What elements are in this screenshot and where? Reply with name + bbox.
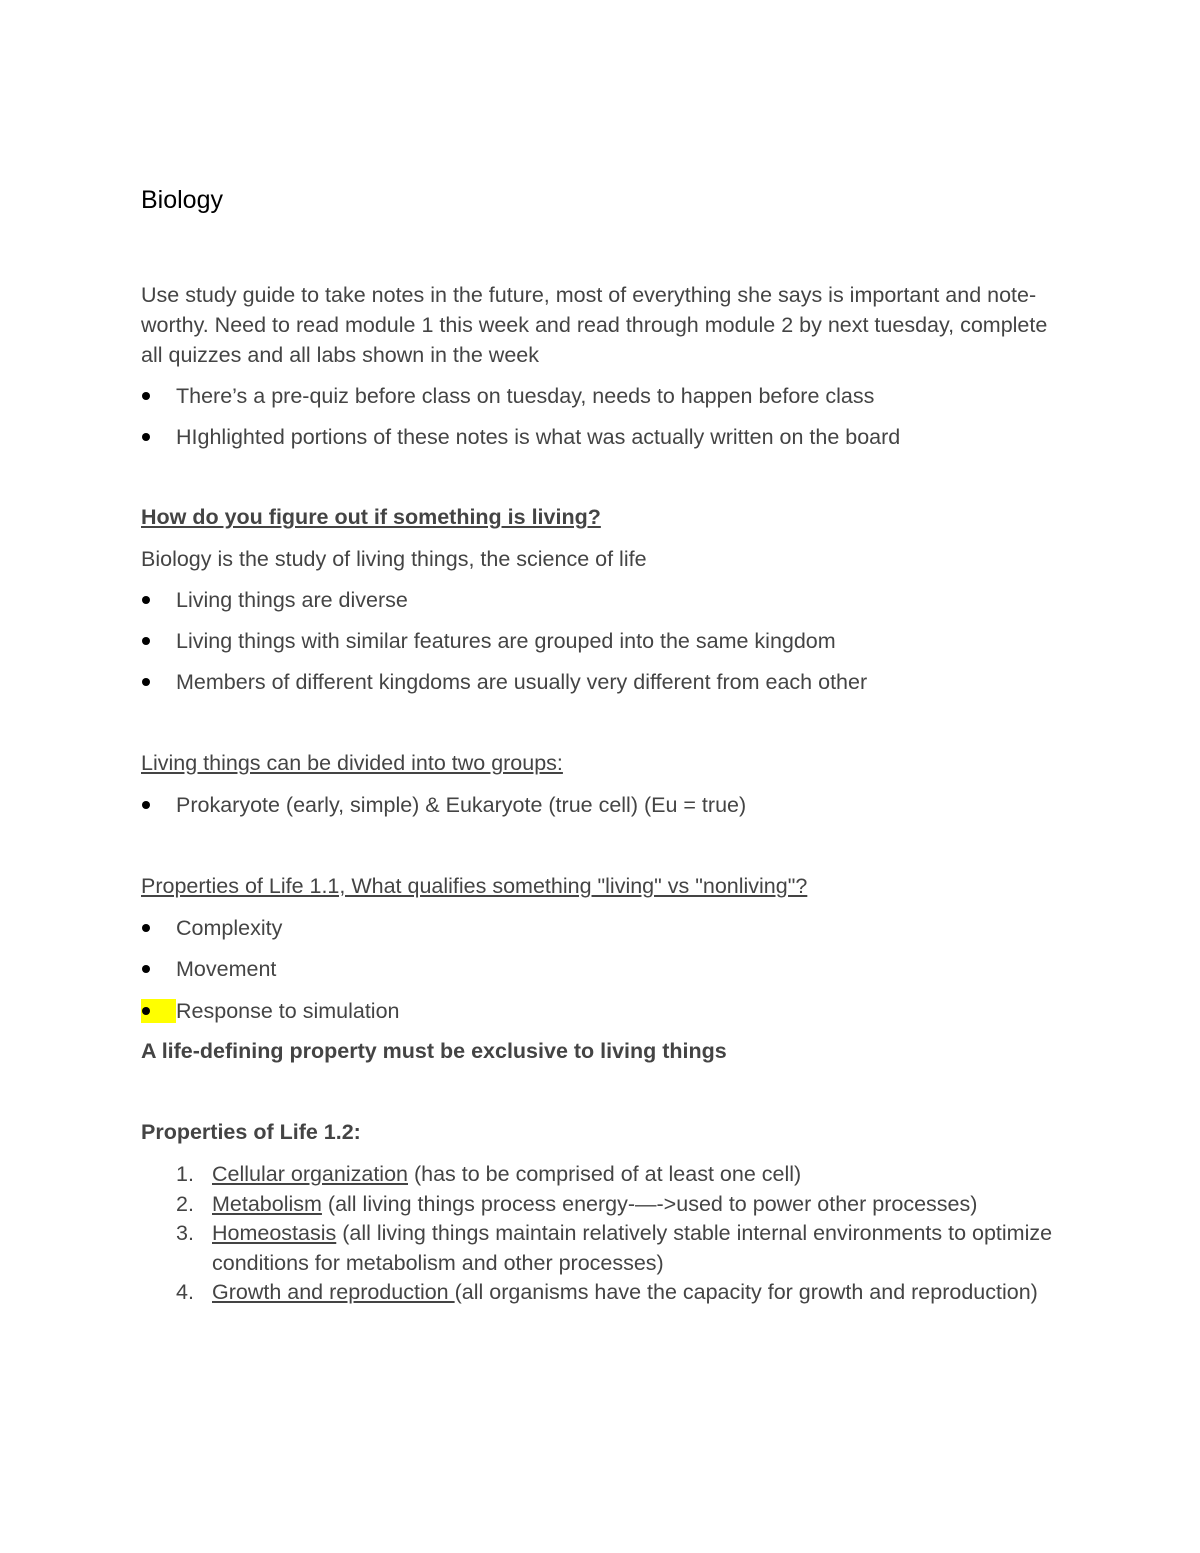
intro-bullet-list: [141, 381, 900, 463]
living-bullet-list: [141, 585, 867, 708]
term-text: Metabolism: [212, 1191, 322, 1216]
bullet-text: There’s a pre-quiz before class on tuesday, needs to happen before class: [176, 384, 875, 408]
section-heading-groups: Living things can be divided into two groups:: [141, 751, 563, 775]
properties-numbered-list: [141, 1160, 1056, 1308]
list-item: [141, 381, 900, 422]
bullet-text: Movement: [176, 957, 277, 981]
bullet-icon: [141, 585, 176, 615]
list-number: 2.: [176, 1191, 194, 1216]
bullet-text: Complexity: [176, 916, 283, 940]
list-item: [141, 422, 900, 463]
list-number: 1.: [176, 1162, 194, 1186]
section-text-biology: Biology is the study of living things, the science of life: [141, 547, 647, 571]
life-defining-statement: A life-defining property must be exclusive to living things: [141, 1039, 727, 1063]
bullet-icon: [141, 667, 176, 697]
list-item: [141, 913, 399, 954]
description-text: (all living things process energy-—->used to power other processes): [321, 1191, 978, 1216]
intro-paragraph: Use study guide to take notes in the future, most of everything she says is important and note-worthy. Need to read module 1 this week and read through module 2 by next tuesday, complete all quizzes and all labs shown in the week: [141, 283, 1048, 367]
bullet-icon: [141, 422, 176, 452]
list-item: [141, 626, 867, 667]
list-item: [141, 996, 399, 1037]
list-number: 4.: [176, 1280, 194, 1304]
list-item: [141, 954, 399, 996]
list-item: [141, 585, 867, 626]
bullet-text: Response to simulation: [176, 999, 400, 1023]
list-item: [141, 1190, 1056, 1220]
list-item: [141, 1219, 1056, 1278]
groups-bullet-list: [141, 790, 746, 831]
bullet-text: HIghlighted portions of these notes is what was actually written on the board: [176, 425, 901, 449]
section-heading-properties-1-1: Properties of Life 1.1, What qualifies something "living" vs "nonliving"?: [141, 874, 808, 898]
bullet-text: Prokaryote (early, simple) & Eukaryote (true cell) (Eu = true): [176, 793, 747, 817]
bullet-text: Living things with similar features are grouped into the same kingdom: [176, 629, 836, 653]
bullet-icon: [141, 381, 176, 411]
list-item: [141, 667, 867, 708]
bullet-icon: [141, 913, 176, 943]
section-heading-properties-1-2: Properties of Life 1.2:: [141, 1120, 361, 1144]
description-text: (all living things maintain relatively stable internal environments to optimize conditions for metabolism and other processes): [212, 1221, 1053, 1275]
list-item: [141, 790, 746, 831]
list-number: 3.: [176, 1221, 194, 1245]
section-heading-living: How do you figure out if something is living?: [141, 505, 601, 529]
document-page: [141, 0, 1061, 1553]
bullet-icon: [141, 626, 176, 656]
list-item: [141, 1278, 1056, 1308]
page-title: Biology: [141, 186, 223, 214]
bullet-icon: [141, 954, 176, 984]
term-text: Cellular organization: [212, 1162, 408, 1186]
bullet-text: Living things are diverse: [176, 588, 408, 612]
term-text: Growth and reproduction: [212, 1280, 455, 1304]
description-text: (all organisms have the capacity for growth and reproduction): [454, 1280, 1038, 1304]
description-text: (has to be comprised of at least one cell): [408, 1162, 802, 1186]
bullet-text: Members of different kingdoms are usually very different from each other: [176, 670, 868, 694]
properties-bullet-list: [141, 913, 399, 1037]
bullet-icon: [141, 790, 176, 820]
highlighted-bullet-icon: [141, 999, 176, 1023]
term-text: Homeostasis: [212, 1221, 337, 1245]
list-item: [141, 1160, 1056, 1190]
